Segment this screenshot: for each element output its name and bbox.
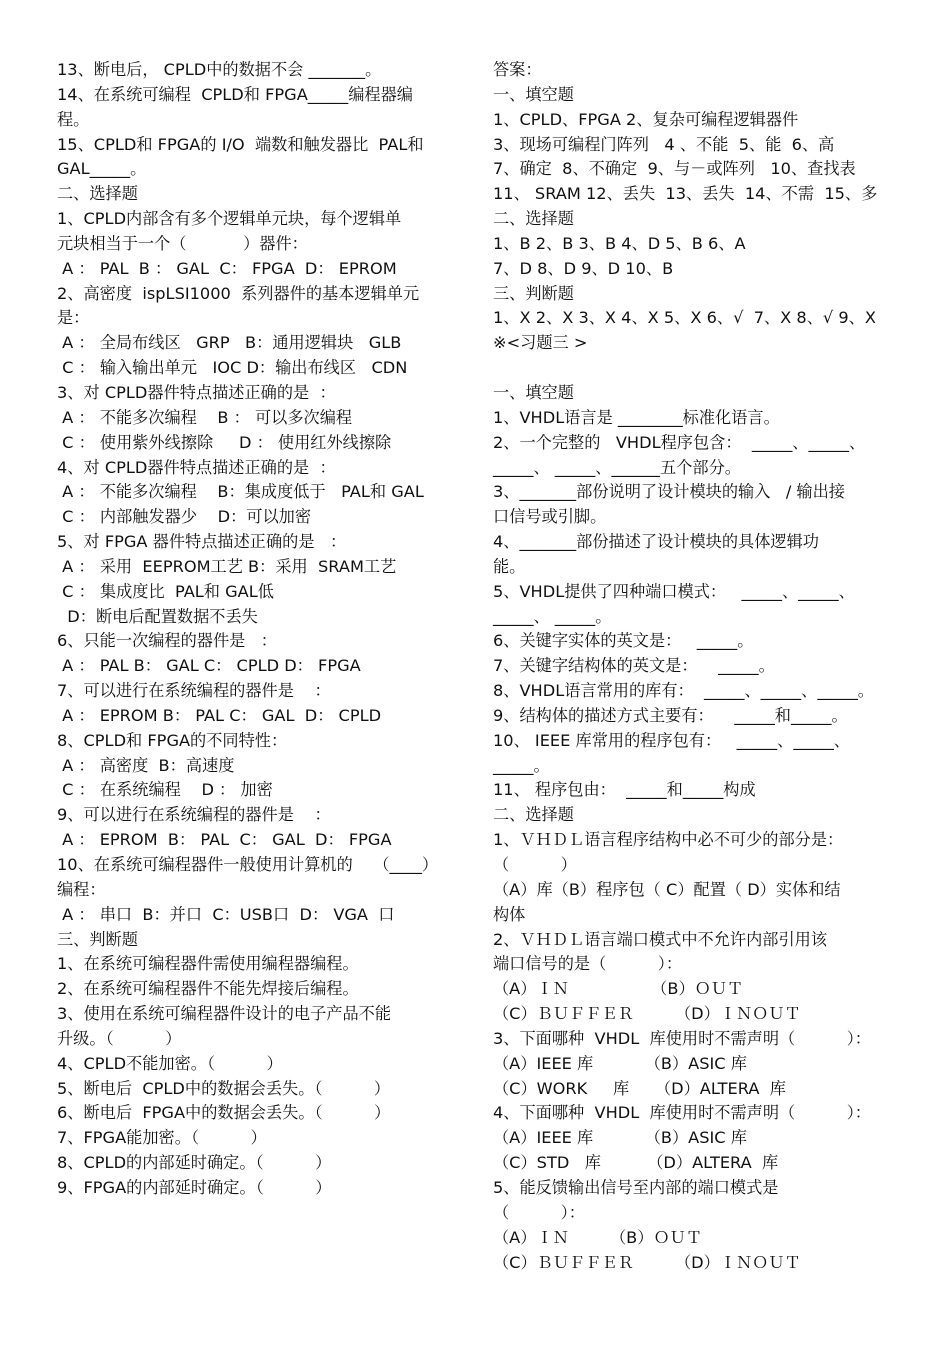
text-line: 4、对 CPLD器件特点描述正确的是 ： [57,457,336,477]
text-line: 11、 程序包由： _____和_____构成 [493,780,756,800]
text-line: 5、能反馈输出信号至内部的端口模式是 [493,1177,779,1197]
text-line: 一、填空题 [493,382,574,402]
text-line: 4、下面哪种 VHDL 库使用时不需声明（ ）： [493,1103,871,1123]
text-line: 6、关键字实体的英文是： _____。 [493,631,754,651]
text-line: 9、可以进行在系统编程的器件是 ： [57,805,331,825]
text-line: 1、B 2、B 3、B 4、D 5、B 6、A [493,233,746,253]
text-line: _____。 [493,755,550,775]
text-line: A ： 高密度 B：高速度 [57,755,235,775]
left-column [57,58,459,1201]
text-line: 10、在系统可编程器件一般使用计算机的 （____） [57,855,439,874]
text-line: （C）STD 库 （D）ALTERA 库 [493,1153,779,1173]
text-line: 5、断电后 CPLD中的数据会丢失。（ ） [57,1078,391,1098]
text-line: ※<习题三 > [493,333,588,353]
text-line: （A）ＩＮ （B）ＯＵＴ [493,1227,703,1247]
text-line: A ： PAL B ： GAL C： FPGA D： EPROM [57,258,397,278]
text-line: 构体 [493,904,526,924]
text-line: 3、现场可编程门阵列 4 、不能 5、能 6、高 [493,134,835,154]
text-line: 6、断电后 FPGA中的数据会丢失。（ ） [57,1103,391,1123]
text-line: C ： 使用紫外线擦除 D ： 使用红外线擦除 [57,432,392,452]
text-line: （C）ＢＵＦＦＥＲ （D）ＩＮＯＵＴ [493,1004,801,1024]
text-line: 三、判断题 [493,283,574,303]
text-line: A ： PAL B： GAL C： CPLD D： FPGA [57,656,361,676]
text-line: 答案： [493,60,542,79]
text-line: 9、结构体的描述方式主要有： _____和_____。 [493,705,848,725]
text-line: C ： 在系统编程 D ： 加密 [57,780,273,800]
text-line: 1、ＶＨＤＬ语言程序结构中必不可少的部分是： [493,830,844,850]
text-line: 14、在系统可编程 CPLD和 FPGA_____编程器编 [57,84,413,104]
text-line: 3、下面哪种 VHDL 库使用时不需声明（ ）： [493,1028,871,1048]
text-line: 二、选择题 [57,184,138,204]
text-line: 能。 [493,556,526,576]
text-line: 11、 SRAM 12、丢失 13、丢失 14、不需 15、多 [493,184,878,204]
text-line: （ ） [493,855,577,874]
text-line: A ： 采用 EEPROM工艺 B：采用 SRAM工艺 [57,556,397,576]
text-line: 9、FPGA的内部延时确定。（ ） [57,1177,332,1197]
text-line: （ ）： [493,1202,585,1222]
text-line: _____、 _____。 [493,606,612,626]
text-line: C ： 输入输出单元 IOC D：输出布线区 CDN [57,358,408,378]
text-line: 7、FPGA能加密。（ ） [57,1128,267,1148]
text-line: 7、可以进行在系统编程的器件是 ： [57,681,331,701]
text-line: 10、 IEEE 库常用的程序包有： _____、_____、 [493,730,850,750]
text-line: 4、_______部份描述了设计模块的具体逻辑功 [493,532,819,552]
text-line: 5、对 FPGA 器件特点描述正确的是 ： [57,532,347,552]
text-line: 1、VHDL语言是 ________标准化语言。 [493,407,780,427]
text-line: （A）库（B）程序包（ C）配置（ D）实体和结 [493,879,841,899]
text-line: 8、CPLD和 FPGA的不同特性： [57,730,288,750]
text-line: 13、断电后， CPLD中的数据不会 _______。 [57,60,382,79]
text-line: 口信号或引脚。 [493,507,607,527]
text-line: 升级。（ ） [57,1028,182,1048]
text-line: 3、使用在系统可编程器件设计的电子产品不能 [57,1004,392,1024]
right-column [493,58,893,1275]
text-line: A ： EPROM B： PAL C： GAL D： CPLD [57,705,382,725]
text-line: （A）IEEE 库 （B）ASIC 库 [493,1128,747,1148]
text-line: 1、在系统可编程器件需使用编程器编程。 [57,954,359,974]
text-line: 1、CPLD、FPGA 2、复杂可编程逻辑器件 [493,109,799,129]
text-line: （A）IEEE 库 （B）ASIC 库 [493,1053,747,1073]
text-line: 1、CPLD内部含有多个逻辑单元块，每个逻辑单 [57,209,402,229]
text-line: 8、CPLD的内部延时确定。（ ） [57,1153,332,1173]
text-line: （C）ＢＵＦＦＥＲ （D）ＩＮＯＵＴ [493,1252,801,1272]
text-line: A ： 全局布线区 GRP B：通用逻辑块 GLB [57,333,402,353]
text-line: 7、确定 8、不确定 9、与－或阵列 10、查找表 [493,159,856,179]
text-line: C ： 内部触发器少 D：可以加密 [57,507,312,527]
text-line: A ： 不能多次编程 B ： 可以多次编程 [57,407,353,427]
text-line: 一、填空题 [493,84,574,104]
text-line: A ： EPROM B： PAL C： GAL D： FPGA [57,830,392,850]
text-line: 是： [57,308,90,328]
text-line: 端口信号的是（ ）： [493,954,683,974]
text-line: 3、_______部份说明了设计模块的输入 / 输出接 [493,482,845,502]
text-line: 7、关键字结构体的英文是： _____。 [493,656,775,676]
text-line: 2、ＶＨＤＬ语言端口模式中不允许内部引用该 [493,929,828,949]
text-line: 3、对 CPLD器件特点描述正确的是 ： [57,382,336,402]
text-line: （A）ＩＮ （B）ＯＵＴ [493,979,744,999]
text-line: 2、一个完整的 VHDL程序包含： _____、_____、 [493,432,866,452]
text-line: 7、D 8、D 9、D 10、B [493,258,674,278]
text-line: 二、选择题 [493,209,574,229]
text-line: 程。 [57,109,90,129]
text-line: 6、只能一次编程的器件是 ： [57,631,277,651]
text-line: 15、CPLD和 FPGA的 I/O 端数和触发器比 PAL和 [57,134,424,154]
text-line: 4、CPLD不能加密。（ ） [57,1053,283,1073]
text-line: 1、X 2、X 3、X 4、X 5、X 6、√ 7、X 8、√ 9、X [493,308,876,328]
text-line: 5、VHDL提供了四种端口模式： _____、_____、 [493,581,855,601]
text-line: 2、高密度 ispLSI1000 系列器件的基本逻辑单元 [57,283,420,303]
text-line [493,356,893,381]
text-line: A ： 串口 B：并口 C：USB口 D： VGA 口 [57,904,395,924]
text-line: _____、 _____、______五个部分。 [493,457,741,477]
text-line: 2、在系统可编程器件不能先焊接后编程。 [57,979,359,999]
text-line: D：断电后配置数据不丢失 [57,606,258,626]
text-line: 编程： [57,879,106,899]
text-line: 二、选择题 [493,805,574,825]
text-line: 8、VHDL语言常用的库有： _____、_____、_____。 [493,681,874,701]
text-line: GAL_____。 [57,159,147,179]
text-line: 元块相当于一个（ ）器件： [57,233,308,253]
text-line: 三、判断题 [57,929,138,949]
text-line: （C）WORK 库 （D）ALTERA 库 [493,1078,786,1098]
text-line: A ： 不能多次编程 B：集成度低于 PAL和 GAL [57,482,424,502]
text-line: C ： 集成度比 PAL和 GAL低 [57,581,274,601]
